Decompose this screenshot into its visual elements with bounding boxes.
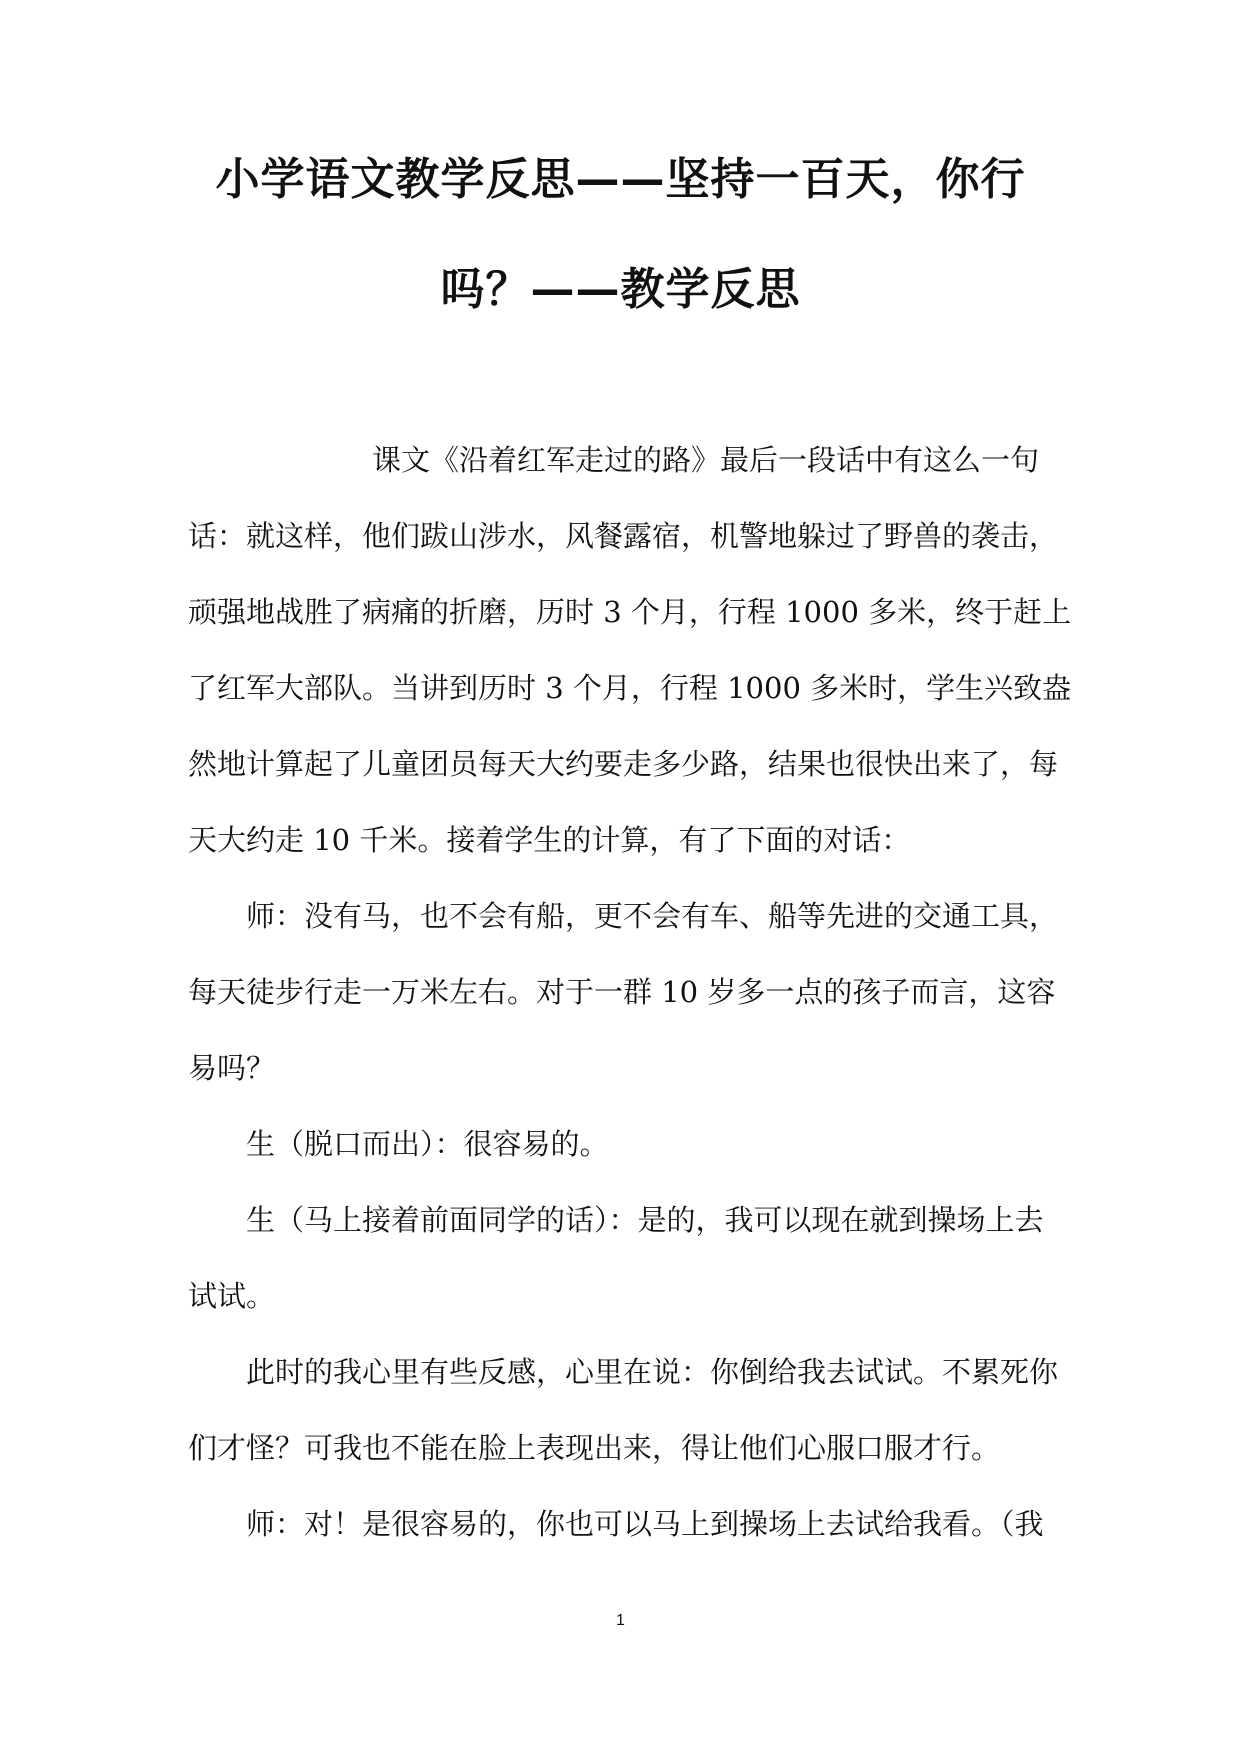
paragraph-line: 课文《沿着红军走过的路》最后一段话中有这么一句 [372,443,1040,477]
paragraph-line: 天大约走 10 千米。接着学生的计算，有了下面的对话： [188,823,911,857]
paragraph-line: 们才怪？可我也不能在脸上表现出来，得让他们心服口服才行。 [188,1431,1001,1465]
paragraph-line: 易吗？ [188,1051,276,1085]
paragraph-line: 生（马上接着前面同学的话）：是的，我可以现在就到操场上去 [246,1203,1044,1237]
page-number: 1 [616,1612,625,1629]
paragraph-line: 试试。 [188,1279,276,1313]
document-title-line-1: 小学语文教学反思——坚持一百天，你行 [215,154,1026,205]
paragraph-line: 师：没有马，也不会有船，更不会有车、船等先进的交通工具， [246,899,1059,933]
paragraph-line: 了红军大部队。当讲到历时 3 个月，行程 1000 多米时，学生兴致盎 [188,671,1072,705]
paragraph-line: 然地计算起了儿童团员每天大约要走多少路，结果也很快出来了，每 [188,747,1059,781]
paragraph-line: 生（脱口而出）：很容易的。 [246,1127,609,1161]
paragraph-line: 顽强地战胜了病痛的折磨，历时 3 个月，行程 1000 多米，终于赶上 [188,595,1072,629]
document-title-line-2: 吗？——教学反思 [440,264,801,315]
paragraph-line: 每天徒步行走一万米左右。对于一群 10 岁多一点的孩子而言，这容 [188,975,1056,1009]
paragraph-line: 师：对！是很容易的，你也可以马上到操场上去试给我看。（我 [246,1507,1044,1541]
paragraph-line: 话：就这样，他们跋山涉水，风餐露宿，机警地躲过了野兽的袭击， [188,519,1059,553]
paragraph-line: 此时的我心里有些反感，心里在说：你倒给我去试试。不累死你 [246,1355,1059,1389]
